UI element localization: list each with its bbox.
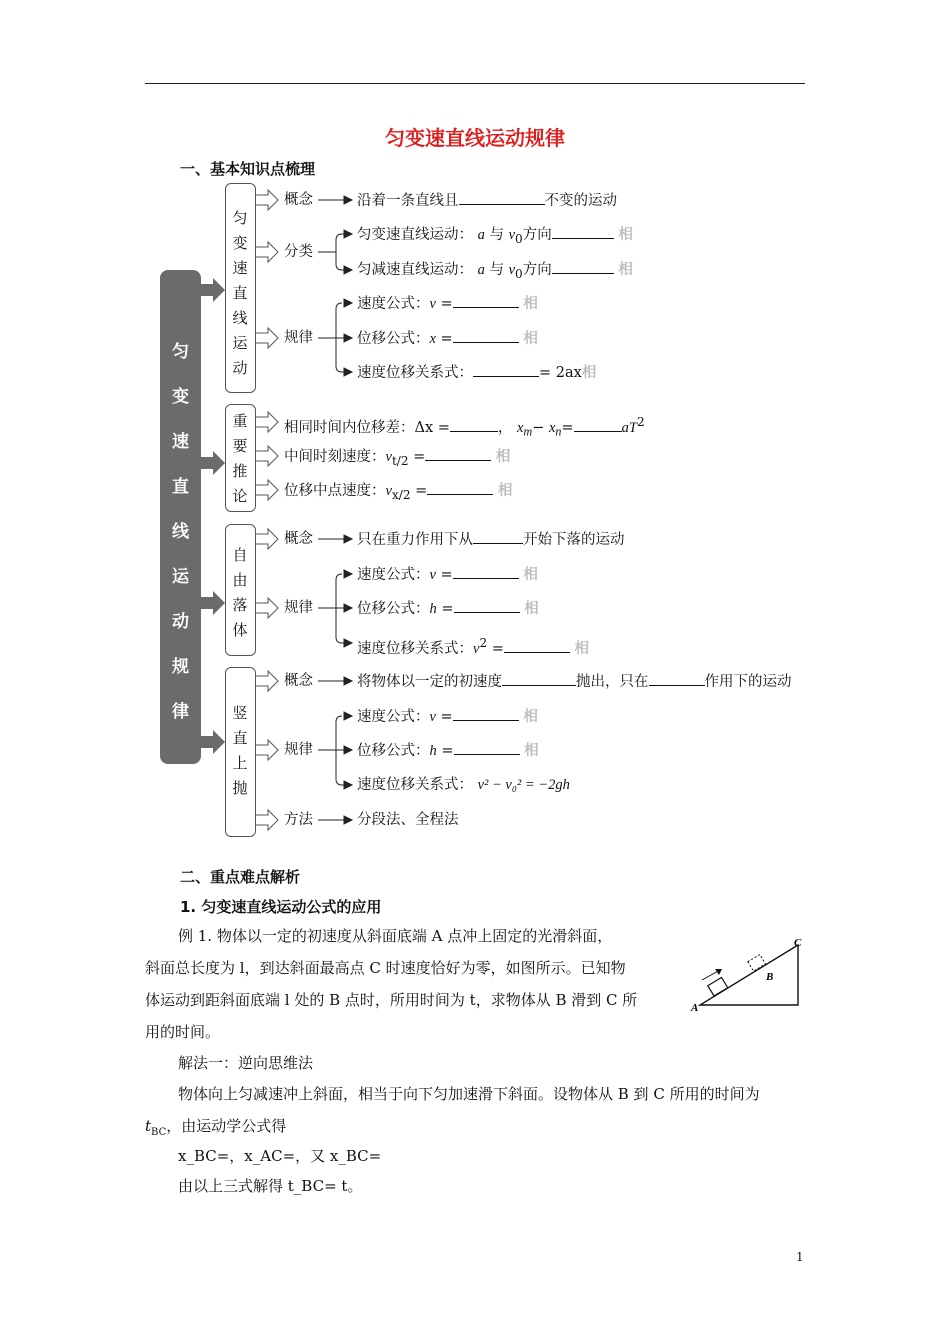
g4-velocity-displacement: 速度位移关系式： v² − v₀² = −2gh xyxy=(357,777,570,793)
g1-classify-label: 分类 xyxy=(284,244,313,260)
figure-label-b: B xyxy=(766,971,774,983)
figure-label-c: C xyxy=(794,937,802,949)
g1-velocity-displacement: 速度位移关系式： = 2ax相 xyxy=(357,364,597,381)
section-heading-1: 一、基本知识点梳理 xyxy=(180,160,316,178)
main-topic-label: 匀 变 速 直 线 运 动 规 律 xyxy=(172,342,189,722)
figure-label-a: A xyxy=(691,1002,699,1014)
group-label-inferences: 重 要 推 论 xyxy=(232,412,248,505)
example-line-2: 斜面总长度为 l，到达斜面最高点 C 时速度恰好为零，如图所示。已知物 xyxy=(145,959,626,977)
page-number: 1 xyxy=(796,1250,804,1264)
g3-displacement-formula: 位移公式：h = 相 xyxy=(357,600,539,617)
section-heading-2: 二、重点难点解析 xyxy=(180,868,301,886)
g3-velocity-formula: 速度公式：v = 相 xyxy=(357,566,538,583)
g1-concept-text: 沿着一条直线且 不变的运动 xyxy=(357,190,617,211)
g1-displacement-formula: 位移公式：x = 相 xyxy=(357,330,538,347)
solution-line-1: 物体向上匀减速冲上斜面，相当于向下匀加速滑下斜面。设物体从 B 到 C 所用的时间为 xyxy=(178,1085,760,1103)
g4-displacement-formula: 位移公式：h = 相 xyxy=(357,742,539,759)
group-label-uniform-motion: 匀 变 速 直 线 运 动 xyxy=(232,209,248,377)
subsection-heading: 1. 匀变速直线运动公式的应用 xyxy=(180,898,382,916)
g4-law-label: 规律 xyxy=(284,742,313,758)
page-title: 匀变速直线运动规律 xyxy=(385,126,565,150)
g3-velocity-displacement: 速度位移关系式：$v^2$ = 相 xyxy=(357,636,589,657)
g1-velocity-formula: 速度公式：v = 相 xyxy=(357,295,538,312)
g4-concept-label: 概念 xyxy=(284,673,313,689)
group-label-free-fall: 自 由 落 体 xyxy=(232,546,248,639)
g2-mid-time-velocity: 中间时刻速度：$v_{t/2}$ = 相 xyxy=(284,448,511,468)
g2-displacement-difference: 相同时间内位移差：Δx = ， $x_m- x_n= aT^2$ xyxy=(284,415,645,439)
solution-line-4: 由以上三式解得 t_BC= t。 xyxy=(178,1177,363,1195)
example-line-3: 体运动到距斜面底端 l 处的 B 点时，所用时间为 t，求物体从 B 滑到 C 所 xyxy=(145,991,638,1009)
g3-concept-text: 只在重力作用下从 开始下落的运动 xyxy=(357,529,625,550)
group-label-vertical-throw: 竖 直 上 抛 xyxy=(232,704,248,797)
g4-velocity-formula: 速度公式：v = 相 xyxy=(357,708,538,725)
solution-line-2: $t_{BC}$，由运动学公式得 xyxy=(145,1117,287,1138)
solution-heading: 解法一：逆向思维法 xyxy=(178,1054,314,1072)
g1-law-label: 规律 xyxy=(284,330,313,346)
g4-method-text: 分段法、全程法 xyxy=(357,812,459,828)
g1-concept-label: 概念 xyxy=(284,192,313,208)
g3-law-label: 规律 xyxy=(284,600,313,616)
example-line-1: 例 1. 物体以一定的初速度从斜面底端 A 点冲上固定的光滑斜面， xyxy=(178,927,613,945)
g1-class-accelerating: 匀变速直线运动： a 与 $v_0$方向 相 xyxy=(357,226,633,246)
g1-class-decelerating: 匀减速直线运动： a 与 $v_0$方向 相 xyxy=(357,261,633,281)
g4-concept-text: 将物体以一定的初速度 抛出，只在 作用下的运动 xyxy=(357,671,792,692)
example-line-4: 用的时间。 xyxy=(145,1023,221,1041)
g2-mid-position-velocity: 位移中点速度：$v_{x/2}$ = 相 xyxy=(284,482,513,502)
solution-line-3: x_BC=，x_AC=，又 x_BC= xyxy=(178,1147,382,1165)
incline-figure xyxy=(690,935,810,1015)
g4-method-label: 方法 xyxy=(284,812,313,828)
g3-concept-label: 概念 xyxy=(284,531,313,547)
